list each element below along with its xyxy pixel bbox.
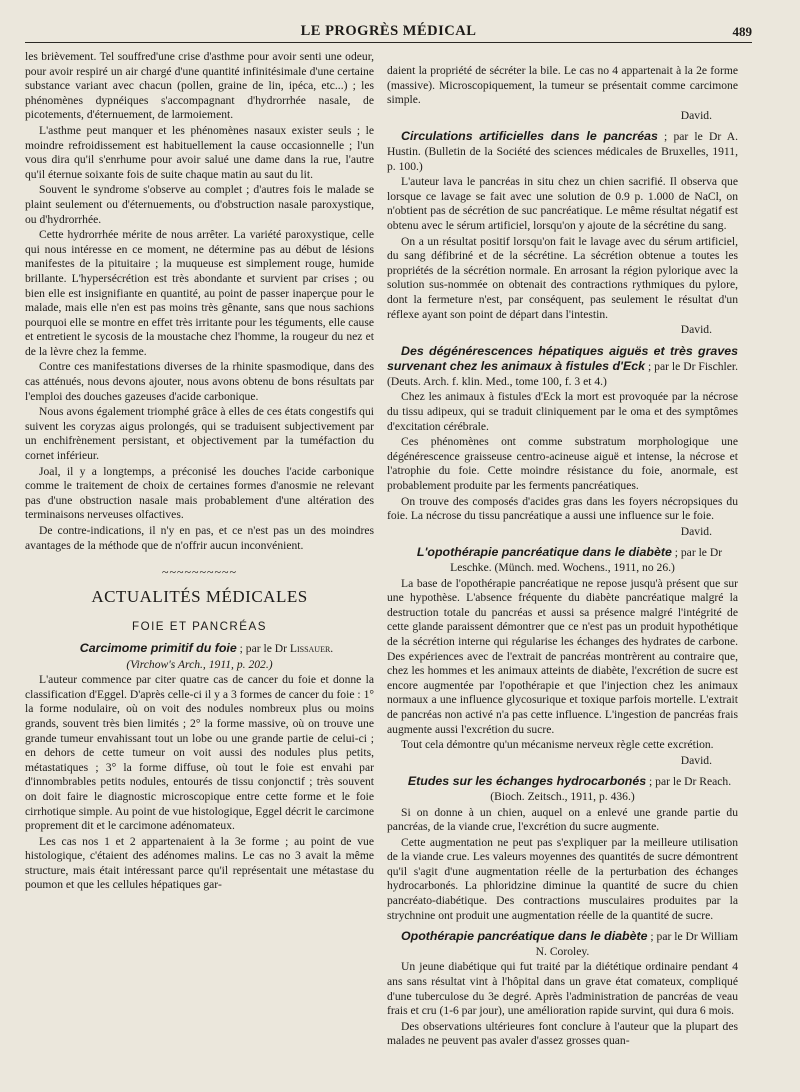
paragraph: Joal, il y a longtemps, a préconisé les douches l'acide carbonique comme le traitement de choix de certaines formes d'anosmie ne relevant pas d'une obstruction nasale mais probablement d'une altération des terminaisons nerveuses olfactives.: [25, 464, 374, 522]
article-heading: [387, 129, 738, 174]
paragraph: Tout cela démontre qu'un mécanisme nerveux règle cette excrétion.: [401, 738, 714, 752]
article-heading: [387, 545, 738, 575]
right-column: [387, 64, 738, 1050]
article-heading: [387, 929, 738, 959]
paragraph: daient la propriété de sécréter la bile. Le cas no 4 appartenait à la 2e forme (massive). Microscopiquement, la tumeur se présentait comme carcimone simple.: [387, 64, 738, 107]
paragraph: De contre-indications, il n'y en pas, et ce n'est pas un des moindres avantages de la méthode que de n'offrir aucun inconvénient.: [25, 524, 374, 552]
paragraph: Ces phénomènes ont comme substratum morphologique une dégénérescence graisseuse centro-acineuse aiguë et intense, la nécrose et l'atrophie du foie. Cette moindre résistance du foie, anormale, est probablement produite par les ferments pancréatiques.: [387, 435, 738, 493]
article-title: Opothérapie pancréatique dans le diabète: [401, 929, 648, 944]
article-citation: ; par le Dr William N. Coroley.: [535, 930, 738, 958]
article-title: Des dégénérescences hépatiques aiguës et très graves survenant chez les animaux à fistules d'Eck: [387, 343, 738, 374]
paragraph: Les cas nos 1 et 2 appartenaient à la 3e forme ; au point de vue histologique, c'étaient des adénomes malins. Le cas no 3 avait la même structure, mais était intéressant parce qu'il représentait une métastase du poumon et que les cellules hépatiques gar-: [25, 834, 374, 892]
article-heading: [25, 641, 374, 657]
page-number: 489: [732, 24, 752, 39]
author-name: Lissauer.: [289, 641, 334, 655]
paragraph: Chez les animaux à fistules d'Eck la mort est provoquée par la nécrose du tissu adipeux, qui se traduit cliniquement par le oma et des symptômes d'excitation cérébrale.: [387, 390, 738, 433]
paragraph: Cette hydrorrhée mérite de nous arrêter. La variété paroxystique, celle qui nous intéresse en ce moment, ne détermine pas au début de lésions manifestes de la pituitaire ; la muqueuse est simplement rouge, humide brillante. L'hypersécrétion est très abondante et survient par crises ; ou bien elle est insignifiante en quantité, au point de passer inaperçue pour le malade, mais elle n'en est pas moins très gênante, sans que nous sachions pourquoi elle se montre en effet très irritante pour les téguments, elle cause et entretient le sycosis de la moustache chez l'homme, la rougeur du nez et de la lèvre chez la femme.: [25, 228, 374, 358]
author-prefix: ; par le Dr: [236, 641, 290, 655]
paragraph: La base de l'opothérapie pancréatique ne repose jusqu'à présent que sur une hypothèse. L'absence fréquente du diabète pancréatique malgré la destruction totale du pancréas et aussi sa présence malgré l'intégrité de cette glande paraissent démontrer que ce n'est pas un produit hypothétique de la sécrétion interne qui régularise les échanges des hydrates de carbone. Des expériences avec de l'extrait de pancréas montrèrent au contraire que, chez les hommes et les animaux atteints de diabète, l'excrétion de sucre est encore augmentée par l'opothérapie et que l'injection chez les animaux normaux a une influence glycosurique et toxique parfois mortelle. L'extrait de pancréas non activé n'a pas cette influence. L'ingestion de pancréas frais augmente aussi l'excrétion du sucre.: [387, 576, 738, 736]
paragraph: Un jeune diabétique qui fut traité par la diététique ordinaire pendant 4 ans sans résultat vint à l'hôpital dans un grave état comateux, compliqué d'une tuberculose du 3e degré. Après l'administration de pancréas de veau frais et cru (1-6 par jour), une amélioration rapide survint, qui dura 6 mois.: [387, 960, 738, 1018]
article-heading: [387, 774, 738, 804]
signature: David.: [680, 753, 712, 767]
signature: David.: [680, 108, 712, 122]
left-column: [25, 50, 374, 894]
paragraph: L'auteur lava le pancréas in situ chez un chien sacrifié. Il observa que lorsque ce lavage se fait avec une solution de 0.9 p. 1.000 de NaCl, on n'obtient pas de sécrétion de suc pancréatique. Le même résultat négatif est obtenu avec le sérum artificiel, lorsqu'on y ajoute de la sécrétine du sang.: [387, 175, 738, 232]
paragraph: Nous avons également triomphé grâce à elles de ces états congestifs qui suivent les coryzas aigus prolongés, qui se traduisent subjectivement par un enchifrènement persistant, et objectivement par la tuméfaction du cornet inférieur.: [25, 405, 374, 463]
journal-title: LE PROGRÈS MÉDICAL: [300, 23, 477, 39]
article-reference: (Virchow's Arch., 1911, p. 202.): [126, 657, 273, 671]
article-citation: ; par le Dr Reach. (Bioch. Zeitsch., 1911, p. 436.): [490, 775, 732, 803]
article-citation: ; par le Dr Fischler. (Deuts. Arch. f. klin. Med., tome 100, f. 3 et 4.): [387, 360, 738, 388]
signature: David.: [680, 323, 712, 337]
paragraph: Si on donne à un chien, auquel on a enlevé une grande partie du pancréas, de la viande crue, l'excrétion du sucre augmente.: [387, 805, 738, 834]
paragraph: On trouve des composés d'acides gras dans les foyers nécropsiques du foie. La nécrose du tissu pancréatique a aussi une influence sur le foie.: [387, 494, 738, 523]
section-ornament: ~~~~~~~~~~: [162, 565, 237, 580]
article-citation: ; par le Dr Leschke. (Münch. med. Wochens., 1911, no 26.): [450, 546, 723, 574]
paragraph: L'asthme peut manquer et les phénomènes nasaux exister seuls ; le moindre refroidissement est habituellement la cause occasionnelle ; l'un vous dira qu'il s'enrhume pour avoir salué une dame dans la rue, l'autre qu'il éternue soixante fois de suite chaque matin au saut du lit.: [25, 123, 374, 181]
paragraph: Souvent le syndrome s'observe au complet ; d'autres fois le malade se plaint seulement ou d'éternuements, ou d'obstruction nasale paroxystique, ou d'hydrorrhée.: [25, 183, 374, 226]
paragraph: L'auteur commence par citer quatre cas de cancer du foie et donne la classification d'Eggel. D'après celle-ci il y a 3 formes de cancer du foie : 1° la forme nodulaire, où on voit des nodules nombreux plus ou moins grands, souvent très bien limités ; 2° la forme massive, où on trouve une grande tumeur envahissant tout un lobe ou une grande partie de celui-ci ; en dehors de cette tumeur on voit aussi des nodules plus petits, métastatiques ; 3° la forme diffuse, où tout le foie est envahi par d'innombrables petits nodules, entourés de tissu conjonctif ; très souvent on doit faire le diagnostic microscopique entre cette forme et le foie cirrhotique simple. Au point de vue histologique, Eggel décrit le carcimone proprement dit et le carcimone adénomateux.: [25, 673, 375, 833]
signature: David.: [680, 524, 712, 538]
subsection-title: FOIE ET PANCRÉAS: [131, 620, 268, 634]
paragraph: Des observations ultérieures font conclure à l'auteur que la plupart des malades ne peuvent pas avaler d'assez grosses quan-: [387, 1019, 738, 1048]
article-title: Circulations artificielles dans le pancréas: [401, 129, 658, 144]
article-title: Carcimome primitif du foie: [79, 640, 237, 655]
article-title: L'opothérapie pancréatique dans le diabète: [416, 545, 672, 560]
paragraph: Contre ces manifestations diverses de la rhinite spasmodique, dans des cas atténués, nous devons ajouter, nous avons obtenu de bons résultats par l'emploi des douches gazeuses d'acide carbonique.: [25, 360, 374, 403]
running-header: [25, 20, 752, 43]
article-heading: [387, 344, 738, 390]
section-title: ACTUALITÉS MÉDICALES: [91, 586, 308, 606]
paragraph: les brièvement. Tel souffred'une crise d'asthme pour avoir senti une odeur, pour avoir respiré un air chargé d'une quantité infinitésimale d'une certaine substance variant avec chacun (pollen, graine de lin, ipéca, etc...) ; les phénomènes dypnéiques s'accompagnant d'hydrorrhée nasale, de picotements, d'éternuement, de larmoiement.: [25, 50, 374, 122]
paragraph: Cette augmentation ne peut pas s'expliquer par la meilleure utilisation de la viande crue. Les valeurs moyennes des quantités de sucre démontrent qu'il s'agit d'une augmentation réelle de la perturbation des échanges hydrocarbonés. La phloridzine diminue la quantité de sucre du chien pancréato-diabétique. Des contractions musculaires produites par la strychnine ont produit une augmentation réelle de la quantité de sucre.: [387, 835, 738, 922]
article-title: Etudes sur les échanges hydrocarbonés: [407, 774, 647, 789]
article-citation: ; par le Dr A. Hustin. (Bulletin de la Société des sciences médicales de Bruxelles, 1911, p. 100.): [387, 130, 738, 173]
paragraph: On a un résultat positif lorsqu'on fait le lavage avec du sérum artificiel, du sang défibriné et de la sécrétine. La sécrétion obtenue a toutes les propriétés de la sécrétion normale. En arrosant la région pylorique avec la solution sus-nommée on obtenait des contractions rythmiques du pylore, dont la fermeture n'est, par conséquent, pas seulement le résultat d'un réflexe ayant son point de départ dans l'intestin.: [387, 234, 738, 321]
